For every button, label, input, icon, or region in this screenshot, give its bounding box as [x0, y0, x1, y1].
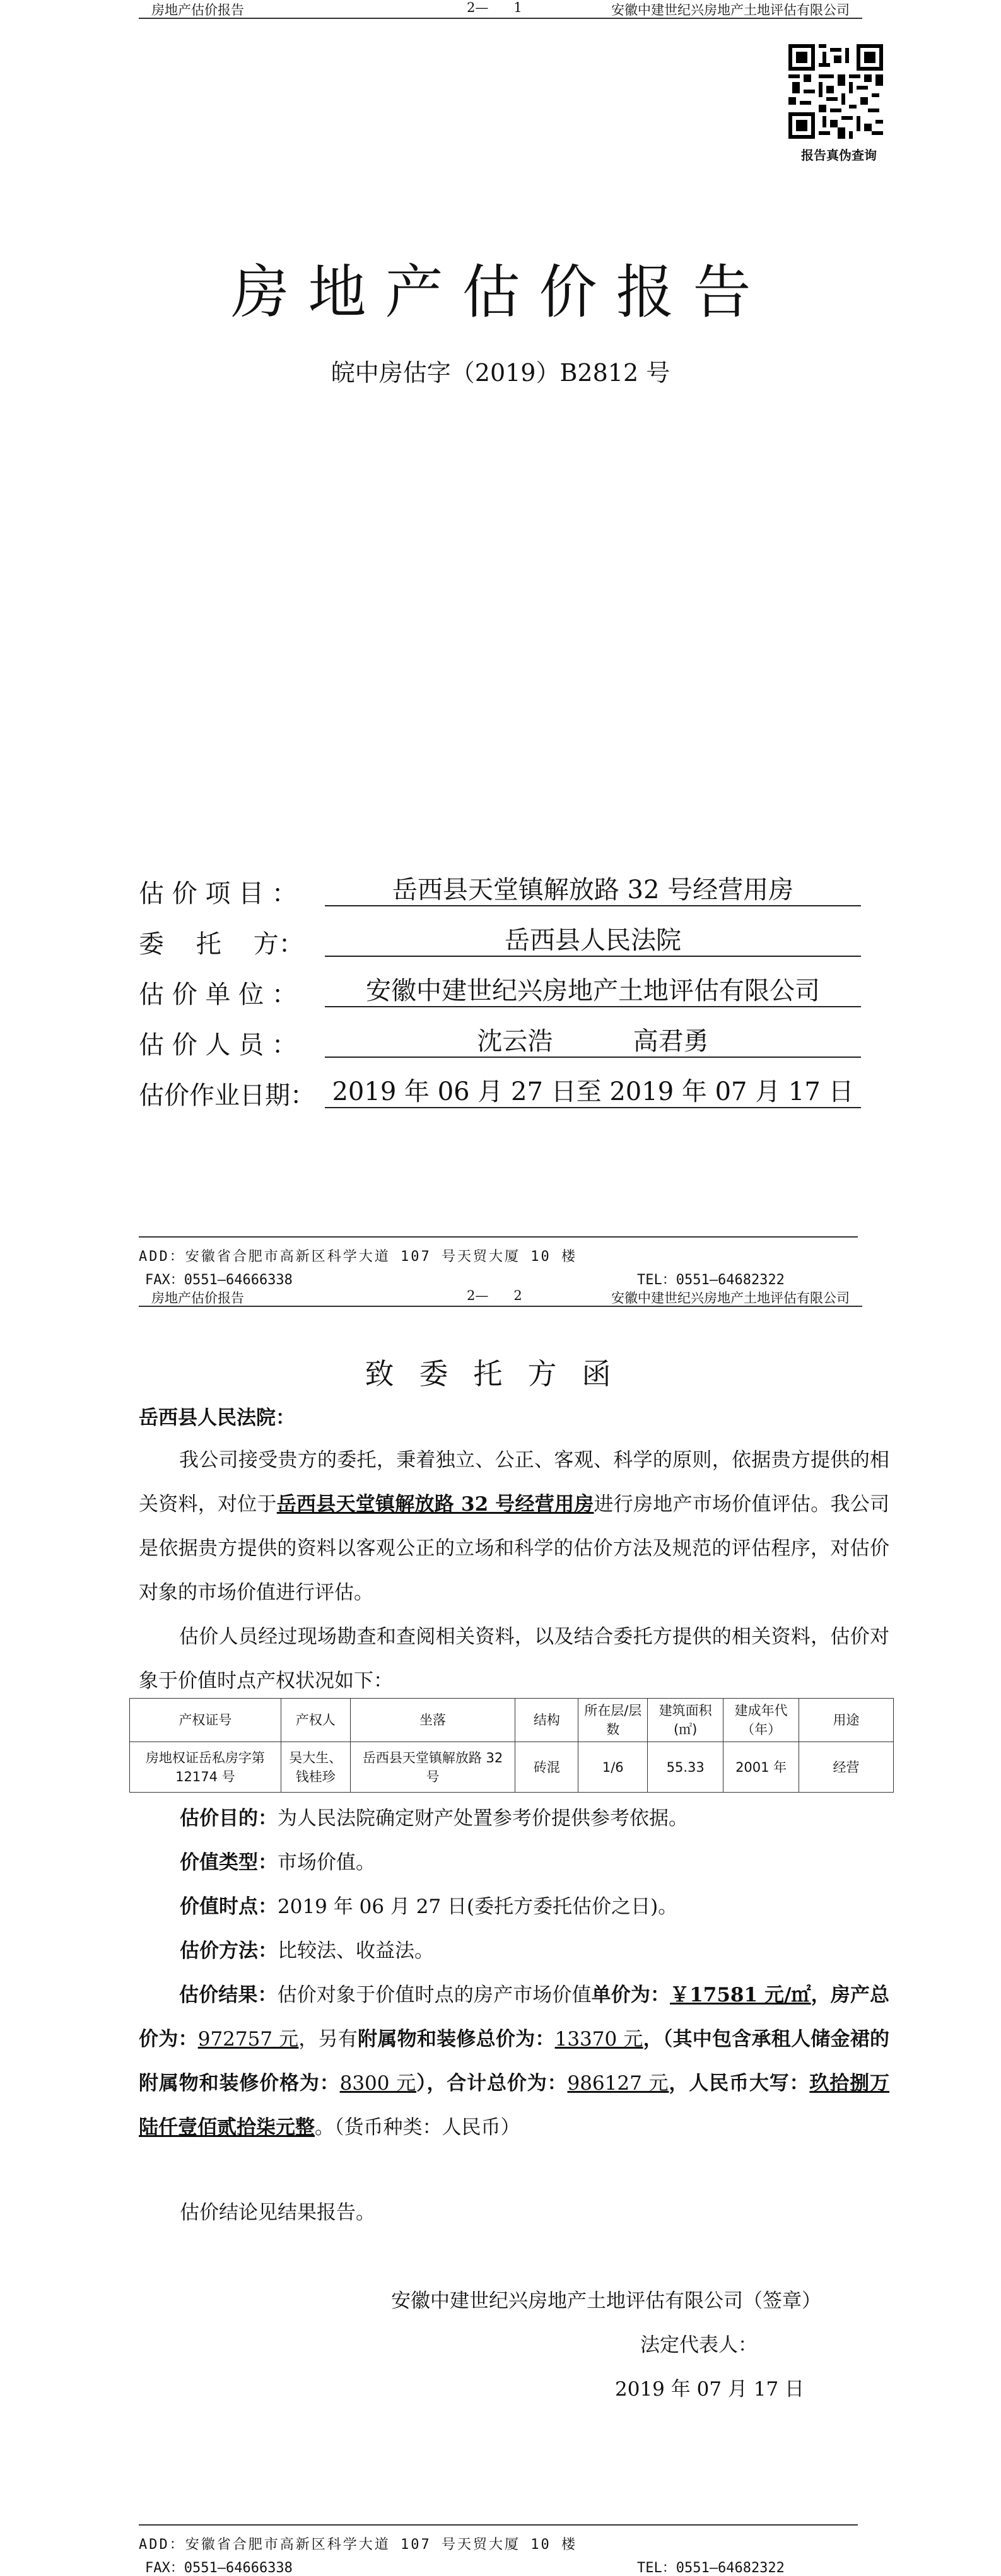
table-header-cell: 用途 — [799, 1699, 894, 1742]
qr-code-icon[interactable] — [788, 44, 883, 139]
attachment-price: 13370 元 — [554, 2028, 643, 2051]
appraisers-row — [139, 1025, 858, 1063]
table-cell: 1/6 — [578, 1742, 648, 1793]
tenant-attachment-price: 8300 元 — [339, 2072, 417, 2095]
project-label: 估 价 项 目 ： — [139, 879, 297, 908]
result-text: ，（其中包含承租人储金裙的附属物和装修价格为： — [139, 2028, 890, 2095]
unit-row — [139, 975, 858, 1012]
footer-rule — [139, 2524, 858, 2526]
footer-fax: FAX：0551—64666338 — [145, 2560, 293, 2576]
table-header-cell: 建成年代（年） — [723, 1699, 799, 1742]
project-row — [139, 874, 858, 911]
addressee: 岳西县人民法院： — [139, 1407, 295, 1429]
result-text: 估价对象于价值时点的房产市场价值 — [277, 1984, 592, 2006]
qr-caption: 报告真伪查询 — [801, 148, 877, 163]
report-number: 皖中房估字（2019）B2812 号 — [331, 359, 670, 387]
table-header-cell: 建筑面积(㎡) — [648, 1699, 723, 1742]
result-text: 单价为： — [591, 1984, 670, 2006]
letter-page — [0, 1288, 1001, 2576]
table-cell: 房地权证岳私房字第 12174 号 — [130, 1742, 281, 1793]
method-value: 比较法、收益法。 — [278, 1940, 434, 1962]
intro-text-a: 我公司接受贵方的委托，秉着独立、公正、客观、科学的原则，依据贵方提供的相关资料，对位于 — [139, 1449, 889, 1516]
signing-company: 安徽中建世纪兴房地产土地评估有限公司（签章） — [391, 2290, 821, 2312]
client-value: 岳西县人民法院 — [325, 924, 861, 957]
conclusion-note: 估价结论见结果报告。 — [180, 2201, 375, 2224]
table-cell: 砖混 — [515, 1742, 578, 1793]
table-row — [130, 1742, 894, 1793]
unit-price: ￥17581 元/㎡ — [670, 1984, 811, 2006]
value-date-line — [180, 1885, 889, 1929]
result-text: ，人民币大写： — [669, 2072, 810, 2095]
result-text: ，房产总价为： — [139, 1984, 890, 2051]
purpose-label: 估价目的： — [180, 1807, 278, 1830]
method-line — [180, 1929, 889, 1973]
purpose-line — [180, 1796, 889, 1841]
appraisers-label: 估 价 人 员 ： — [139, 1031, 297, 1060]
footer-address: ADD：安徽省合肥市高新区科学大道 107 号天贸大厦 10 楼 — [139, 1249, 577, 1265]
table-header-cell: 坐落 — [350, 1699, 515, 1742]
sum-price-uppercase: 玖拾捌万陆仟壹佰贰拾柒元整 — [139, 2072, 890, 2139]
signing-date: 2019 年 07 月 17 日 — [615, 2378, 805, 2401]
legal-representative: 法定代表人： — [640, 2334, 758, 2356]
value-date-label: 价值时点： — [180, 1895, 278, 1918]
table-header-row — [130, 1699, 894, 1742]
table-cell: 55.33 — [648, 1742, 723, 1793]
value-type-label: 价值类型： — [180, 1851, 278, 1874]
period-row — [139, 1075, 858, 1113]
client-row — [139, 924, 858, 962]
header-report-title: 房地产估价报告 — [151, 1291, 244, 1306]
intro-property-address: 岳西县天堂镇解放路 32 号经营用房 — [276, 1493, 594, 1516]
result-text: ），合计总价为： — [416, 2072, 568, 2095]
survey-paragraph: 估价人员经过现场勘查和查阅相关资料，以及结合委托方提供的相关资料，估价对象于价值时点产权状况如下： — [139, 1625, 889, 1692]
report-title: 房地产估价报告 — [231, 259, 770, 326]
running-header — [139, 0, 862, 19]
letter-title: 致委托方函 — [365, 1357, 636, 1391]
footer-address: ADD：安徽省合肥市高新区科学大道 107 号天贸大厦 10 楼 — [139, 2537, 577, 2553]
value-type-value: 市场价值。 — [278, 1851, 375, 1874]
intro-text-c: 进行房地产市场价值评估。我公司是依据贵方提供的资料以客观公正的立场和科学的估价方法及规范的评估程序，对估价对象的市场价值进行评估。 — [139, 1493, 890, 1604]
table-header-cell: 产权人 — [281, 1699, 350, 1742]
value-date-value: 2019 年 06 月 27 日(委托方委托估价之日)。 — [278, 1895, 678, 1918]
footer-tel: TEL：0551—64682322 — [637, 2560, 785, 2576]
table-header-cell: 所在层/层数 — [578, 1699, 648, 1742]
method-label: 估价方法： — [180, 1940, 278, 1962]
period-value: 2019 年 06 月 27 日至 2019 年 07 月 17 日 — [325, 1075, 861, 1108]
total-price: 972757 元 — [197, 2028, 299, 2051]
table-header-cell: 结构 — [515, 1699, 578, 1742]
header-company: 安徽中建世纪兴房地产土地评估有限公司 — [611, 3, 850, 18]
result-text: 。（货币种类：人民币） — [315, 2116, 520, 2139]
footer-fax: FAX：0551—64666338 — [145, 1272, 293, 1288]
table-cell: 经营 — [799, 1742, 894, 1793]
table-header-cell: 产权证号 — [130, 1699, 281, 1742]
valuation-result — [139, 1973, 889, 2150]
header-page-number: 2— 2 — [467, 1288, 522, 1303]
result-text: 附属物和装修总价为： — [358, 2028, 555, 2051]
unit-label: 估 价 单 位 ： — [139, 980, 297, 1009]
sum-price: 986127 元 — [567, 2072, 669, 2095]
footer-rule — [139, 1236, 858, 1238]
intro-paragraph — [139, 1438, 889, 1615]
table-cell: 吴大生、钱桂珍 — [281, 1742, 350, 1793]
appraisers-value: 沈云浩 高君勇 — [325, 1025, 861, 1058]
running-header — [139, 1288, 862, 1307]
client-label: 委 托 方： — [139, 930, 304, 959]
result-text: ，另有 — [298, 2028, 358, 2051]
result-label: 估价结果： — [179, 1984, 278, 2006]
unit-value: 安徽中建世纪兴房地产土地评估有限公司 — [325, 975, 861, 1007]
table-cell: 岳西县天堂镇解放路 32 号 — [350, 1742, 515, 1793]
period-label: 估价作业日期： — [139, 1081, 315, 1110]
header-company: 安徽中建世纪兴房地产土地评估有限公司 — [611, 1291, 850, 1306]
value-type-line — [180, 1841, 889, 1885]
footer-tel: TEL：0551—64682322 — [637, 1272, 785, 1288]
purpose-value: 为人民法院确定财产处置参考价提供参考依据。 — [278, 1807, 688, 1830]
table-cell: 2001 年 — [723, 1742, 799, 1793]
property-table — [129, 1698, 894, 1793]
header-page-number: 2— 1 — [467, 0, 522, 15]
project-value: 岳西县天堂镇解放路 32 号经营用房 — [325, 874, 861, 906]
header-report-title: 房地产估价报告 — [151, 3, 244, 18]
